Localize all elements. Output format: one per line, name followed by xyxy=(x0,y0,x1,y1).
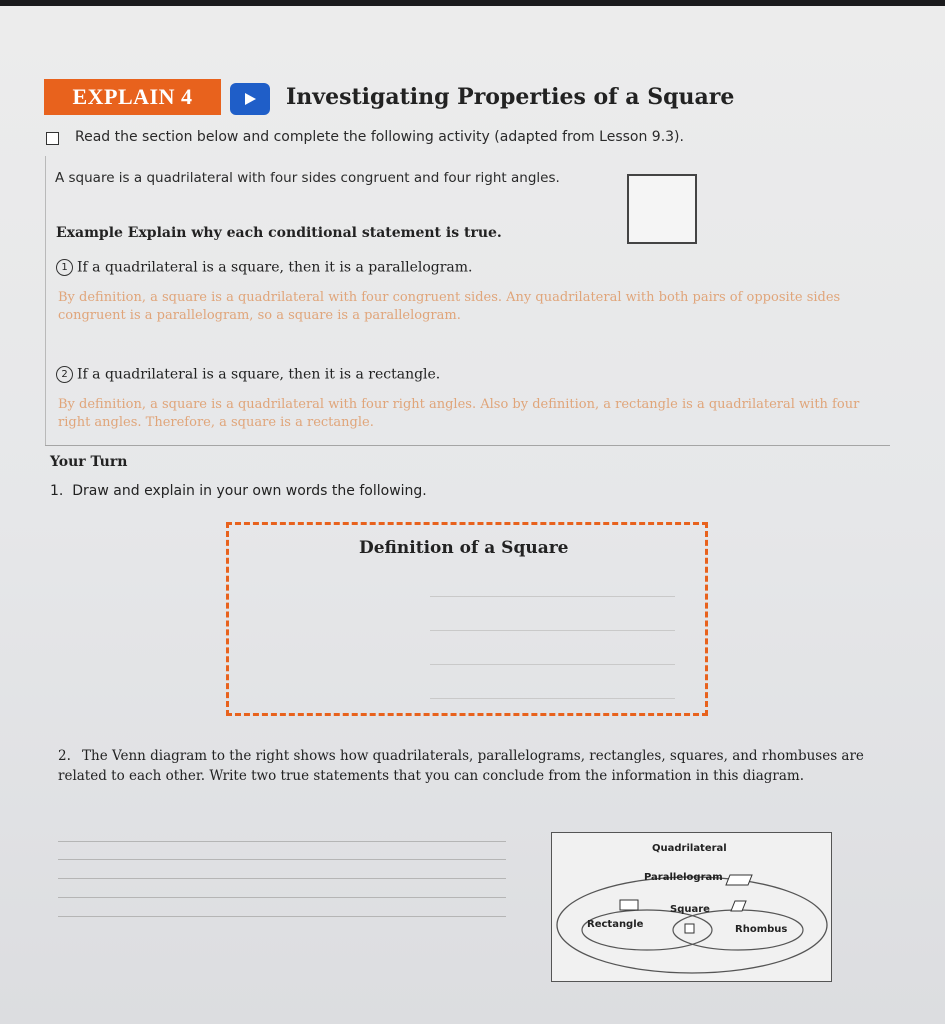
question-text: The Venn diagram to the right shows how quadrilaterals, parallelograms, rectangles, squares, and rhombuses are related to each other. Write two true statements that you can conclude from the information in this diagram. xyxy=(58,748,864,784)
instruction-text: Read the section below and complete the following activity (adapted from Lesson 9.3). xyxy=(75,129,684,145)
example-heading: Example Explain why each conditional statement is true. xyxy=(56,225,502,241)
answer-line[interactable] xyxy=(58,916,506,917)
example-answer-2: By definition, a square is a quadrilateral with four right angles. Also by definition, a rectangle is a quadrilateral with four right angles. Therefore, a square is a rectangle. xyxy=(58,397,860,430)
rectangle-icon xyxy=(620,900,638,910)
writing-line xyxy=(430,698,675,699)
answer-line[interactable] xyxy=(58,878,506,879)
item-number-circle: 1 xyxy=(56,259,73,276)
writing-line xyxy=(430,630,675,631)
question-text: Draw and explain in your own words the following. xyxy=(72,483,427,499)
question-1 xyxy=(50,483,427,499)
example-answer-1: By definition, a square is a quadrilateral with four congruent sides. Any quadrilateral with both pairs of opposite sides congruent is a parallelogram, so a square is a parallelogram. xyxy=(58,290,841,323)
item-number-circle: 2 xyxy=(56,366,73,383)
play-button[interactable] xyxy=(230,83,270,115)
parallelogram-icon xyxy=(726,875,752,885)
writing-line xyxy=(430,596,675,597)
writing-line xyxy=(430,664,675,665)
worksheet-page xyxy=(0,6,945,1024)
question-number: 2. xyxy=(58,748,71,764)
instruction-checkbox[interactable] xyxy=(46,132,59,145)
square-definition: A square is a quadrilateral with four sides congruent and four right angles. xyxy=(55,170,560,186)
venn-diagram xyxy=(551,832,832,982)
example-statement-1 xyxy=(56,259,473,276)
answer-line[interactable] xyxy=(58,859,506,860)
answer-line[interactable] xyxy=(58,897,506,898)
venn-label-parallelogram: Parallelogram xyxy=(644,872,723,883)
answer-line[interactable] xyxy=(58,841,506,842)
statement-text: If a quadrilateral is a square, then it is a rectangle. xyxy=(77,366,441,383)
play-icon xyxy=(243,92,257,106)
section-bottom-rule xyxy=(45,445,890,446)
your-turn-heading: Your Turn xyxy=(50,454,128,470)
explain-tag: EXPLAIN 4 xyxy=(44,79,221,115)
statement-text: If a quadrilateral is a square, then it is a parallelogram. xyxy=(77,259,473,276)
venn-label-square: Square xyxy=(670,904,710,915)
example-statement-2 xyxy=(56,366,440,383)
venn-label-rhombus: Rhombus xyxy=(735,924,788,935)
venn-label-rectangle: Rectangle xyxy=(587,919,644,930)
question-number: 1. xyxy=(50,483,64,499)
section-left-rule xyxy=(45,156,46,446)
venn-label-quadrilateral: Quadrilateral xyxy=(652,843,727,854)
square-figure xyxy=(627,174,697,244)
square-icon xyxy=(685,924,694,933)
question-2 xyxy=(58,746,870,786)
definition-box-title: Definition of a Square xyxy=(359,538,569,558)
page-title: Investigating Properties of a Square xyxy=(286,84,735,110)
